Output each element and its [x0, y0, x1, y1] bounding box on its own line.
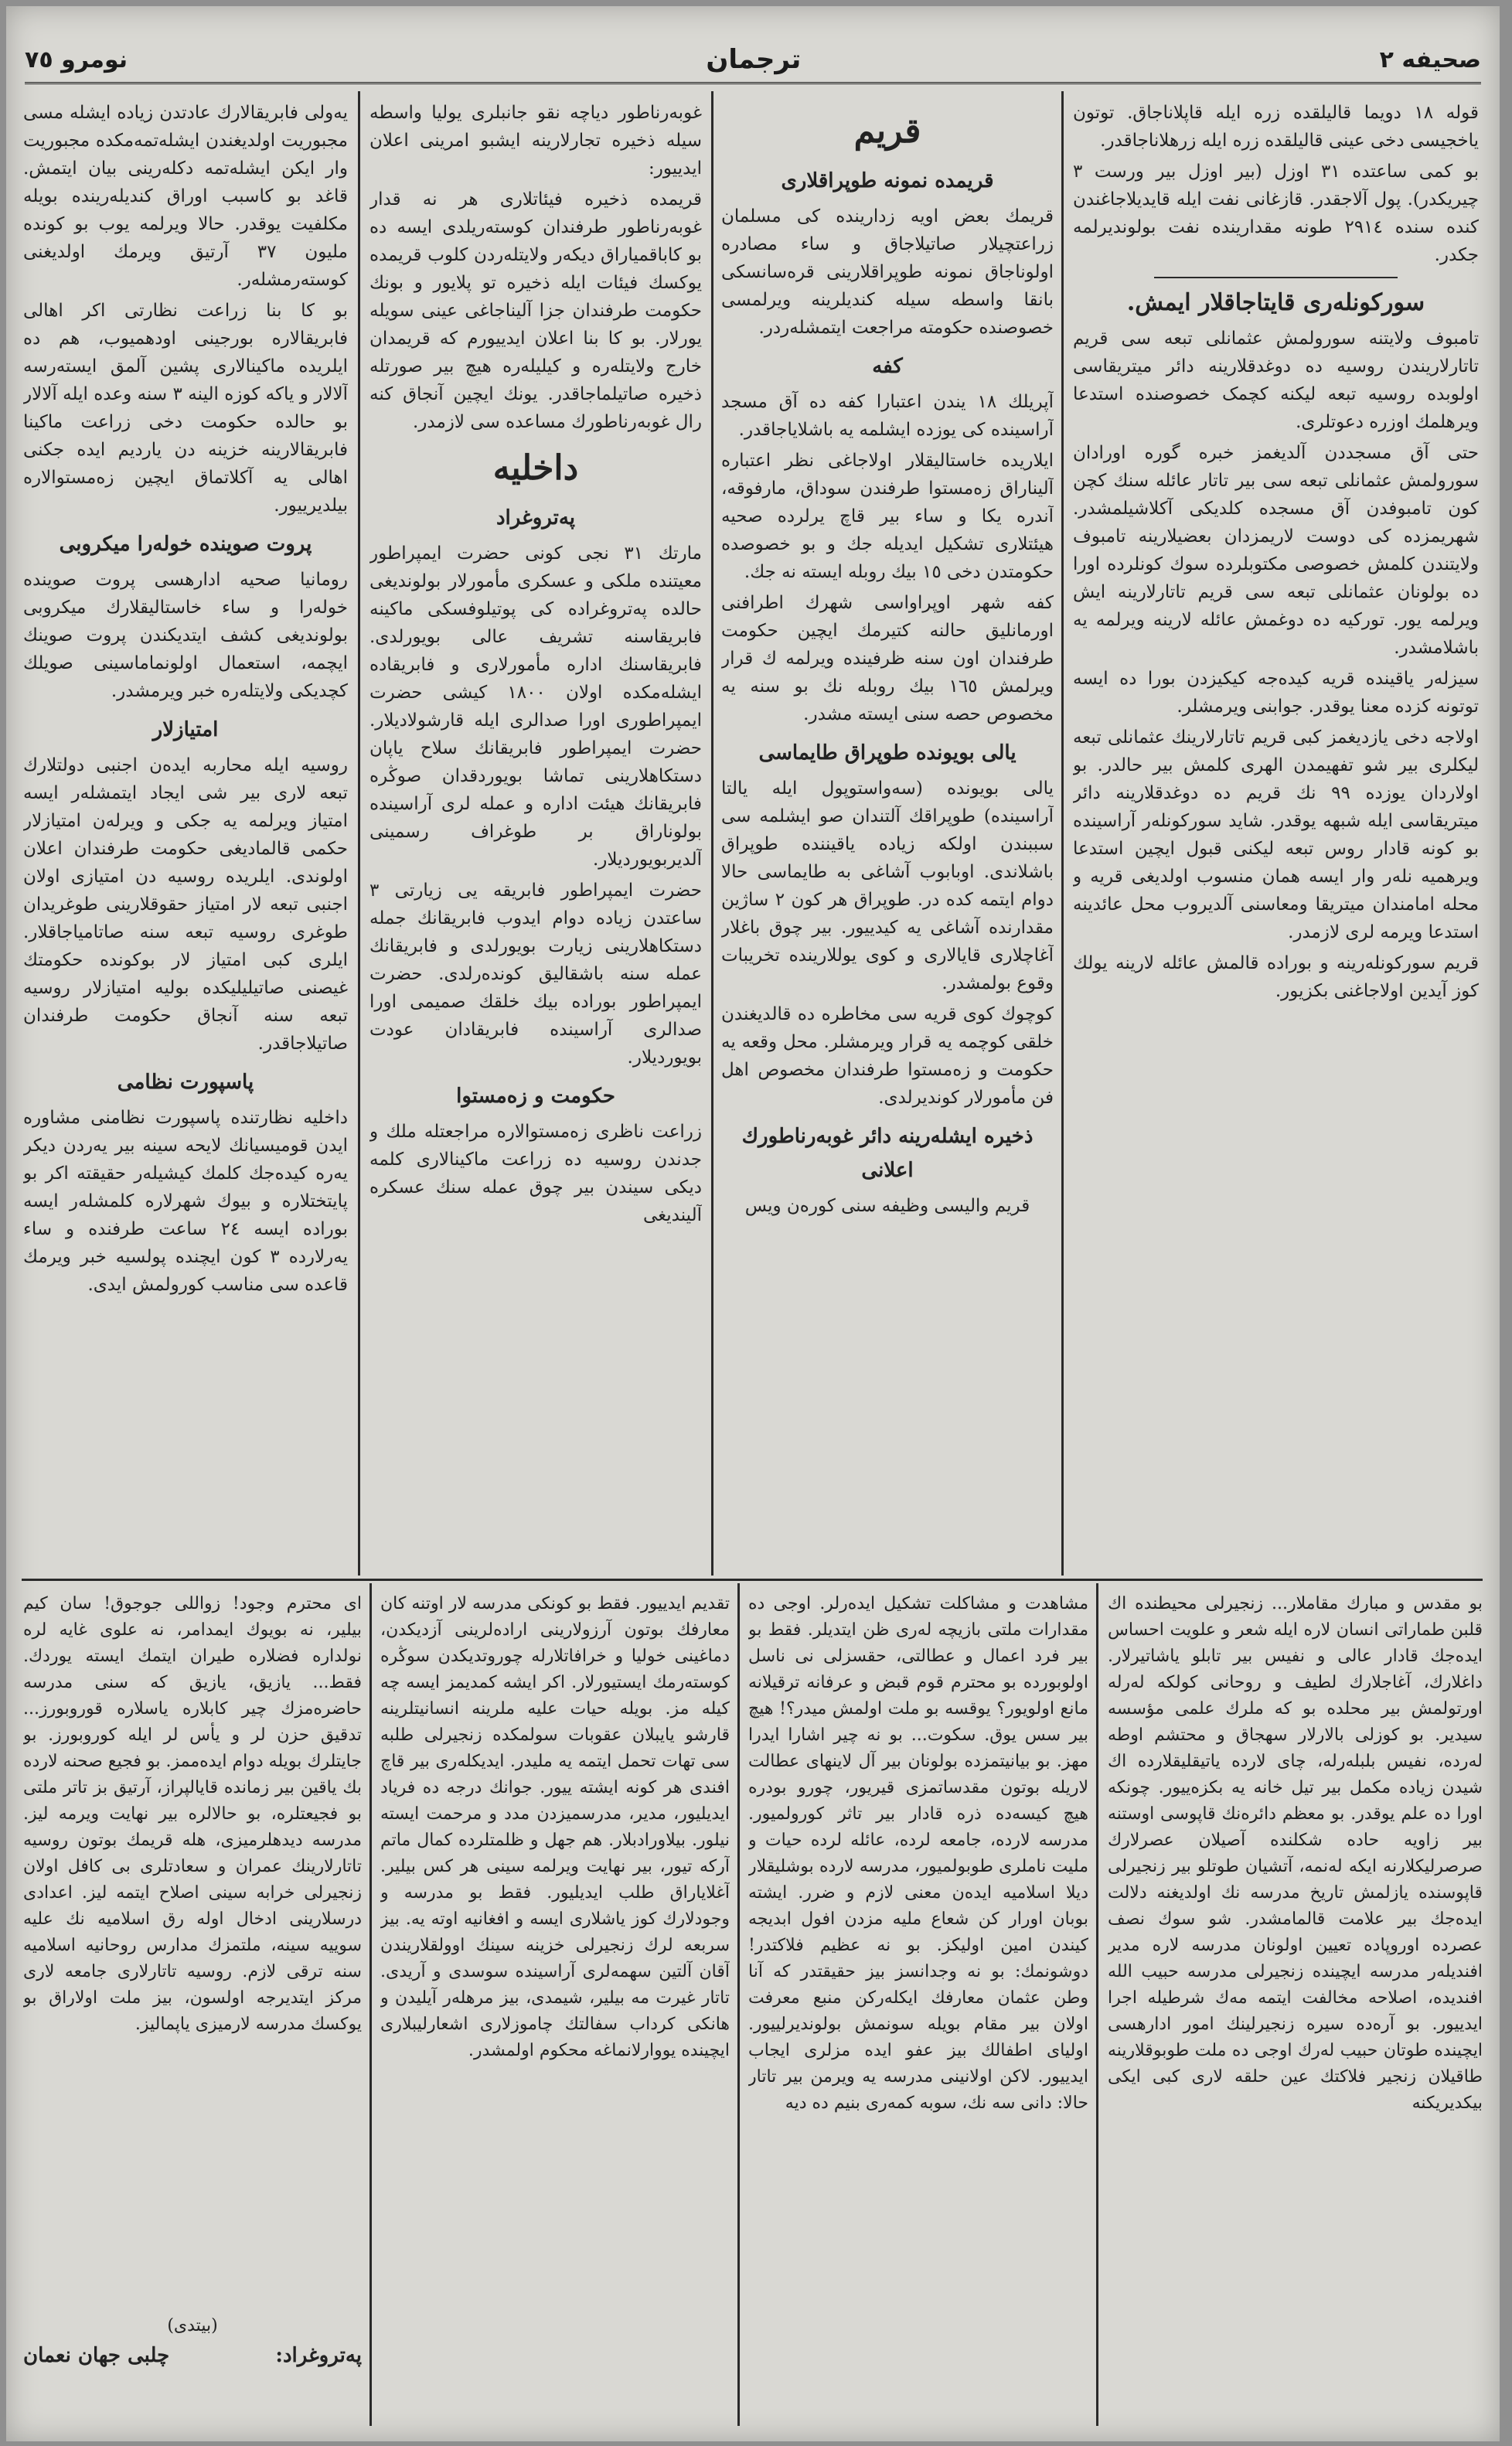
paragraph: کوچوك کوی قریه سی مخاطره ده قالدیغندن خلقی کوچمه یه قرار ویرمشلر. محل وقعه یه حکومت و زەمستوا طرفندان مخصوص اهل فن مأمورلار کوندیرلدی. [721, 1004, 1054, 1108]
column-1 [1073, 99, 1479, 1572]
column-rule [737, 1583, 740, 2426]
article-title: کفه [872, 355, 903, 378]
paragraph: قریمده ذخیره فیئاتلاری هر نه قدار غوبەرناطور طرفندان کوستەریلدی ایسه ده بو کاباقمیاراق دیکەر ولایتلەردن کلوب قریمده یوکسك فیئات ایله ذخیره تو پلایور و بونك حکومت طرفندان جزا آلیناجاغی عینی سویله یورلار. بو کا بنا اعلان ایدییورم که قریمدان خارج ولایتلەره و کیلیلەره هیچ بیر صورتله ذخیره صاتیلماجاقدر. یونك ایچین آنجاق کنه رال غوبەرناطورك مساعده سی لازمدر. [369, 189, 702, 432]
paragraph: بو کمی ساعتده ٣١ اوزل (بیر اوزل بیر ورست ٣ چیریکدر). پول آلاجقدر. قازغانی نفت ایله قایدیلاجاغندن کنده سنده ٢٩١٤ طونه مقدارینده نفت بولوندیرلمه جکدر. [1073, 162, 1479, 265]
paragraph: تقدیم ایدییور. فقط بو کونکی مدرسه لار اوتنه کان معارفك بوتون آرزولارینی ارادەلرینی آزدیکدن، دماغینی خولیا و خرافاتلارله چوروتدیکدن سوڭره کوستەرمك ایستیورلار. اکر ایشه کمدیمز ایسه چه کیله مز. بویله حیات علیه ملرینه انسانیتلرینه قارشو یایبلان عقوبات سولمکده زنجیرلی طلبه سی تهات تحمل ایتمه یه ملیدر. ایدیکلەری بیر قاچ افندی هر کونه ایشته ییور. جوانك درجه ده فریاد ایدیلیور، مدیر، مدرسمیزدن مدد و مرحمت ایسته نیلور. بیلاورادبلار. هم جهل و ظلمتلرده کمال ماتم آرکه تیور، بیر نهایت ویرلمه سینی هر کس بیلیر. آغلایاراق طلب ایدیلیور. فقط بو مدرسه و وجودلارك کوز یاشلاری ایسه و افغانیه اوته یه. بیز سربعه لرك زنجیرلی خزینه سینك اوولقلاریندن آقان آلتین سهمەلری آراسینده سوسدی و آریدی. تاتار غیرت مه بیلیر، شیمدی، بیز مرهلەر آیلیدن و هانکی کرداب سفالتك چاموزلاری اشعارلیبلاری ایچینده یووارلانماغه محکوم اولمشدر. [380, 1594, 730, 2060]
paragraph: بو کا بنا زراعت نظارتی اکر اهالی فابریقالاره بورجینی اودهمیوب، هم ده ایلریده ماکینالاری پشین آلمق ایستەرسه آلالار و یاکه کوزه الینه ٣ سنه وعده ایله آلالار بو حالده حکومت دخی زراعت ماکینا فابریقالارینه خزینه دن یاردیم ایده جکنی اهالی یه آکلاتماق ایچین زەمستوالاره بیلدیرییور. [23, 301, 348, 516]
section-divider [1154, 277, 1398, 278]
column-rule [1096, 1583, 1098, 2426]
paragraph: ای محترم وجود! زواللی جوجوق! سان کیم بیلیر، نه بویوك ایمدامر، نه علوی غایه لره نولداره فضلاره طیران ایتمك ایسته یوردك. فقط... یازیق، یازیق که سنی مدرسه حاضرەمزك چیر کابلاره یاسلاره قوروبورز... تدقیق حزن لر و یأس لر ایله کوروبورز. بو جایتلرك بویله دوام ایدەممز. بو فجیع صحنه لارده بك یاقین بیر زمانده قایالپراز، آرتیق بز تاتر ملتی بو فجیعتلره، بو حالالره بیر نهایت ویرمه لیز. مدرسه دیدهلرمیزی، هله قریمك بوتون روسیه تاتارلارینك عمران و سعادتلری بی کافل اولان زنجیرلی خرابه سینی اصلاح ایتمه لیز. اعدادی درسلارینی ادخال اوله رق اسلامیه نك علیه سوییه سینه، ملتمزك مدارس روحانیه اسلامیه سنه ترقی لازم. روسیه تاتارلاری جامعه لاری مرکز ایتدیرجه اولسون، بیز ملت اولاراق بو یوکسك مدرسه لارمیزی یاپمالیز. [23, 1594, 362, 2034]
horizontal-rule [22, 1579, 1483, 1581]
signature-line [23, 2342, 362, 2369]
masthead: ترجمان [706, 44, 802, 75]
column-rule [1061, 91, 1064, 1576]
article-title: پەتروغراد [495, 506, 576, 530]
paragraph: کفه شهر اوپراواسی شهرك اطرافنی اورمانلیق حالنه کتیرمك ایچین حکومت طرفندان اون سنه ظرفینده ویرلمه ك قرار ویرلمش ١٦٥ بیك روبله نك بو سنه یه مخصوص حصه سنی ایسته مشدر. [721, 593, 1054, 724]
paragraph: رومانیا صحیه ادارهسی پروت صوینده خولەرا و ساء خاستالیقلارك میکروبی بولوندیغی کشف ایتدیکندن پروت صوینك ایچمه، استعمال اولونماماسینی صویلك کچدیکی ولایتلەره خبر ویرمشدر. [23, 570, 348, 701]
paragraph: بو مقدس و مبارك مقاملار... زنجیرلی محیطنده اك قلبن طماراتی انسان لاره ایله شعر و علویت احساس ایدەجك قادار عالی و نفیس بیر تابلو یاشاتیرلار. داغلارك، آغاجلارك لطیف و روحانی کولکه لەرلە اورتولمش بیر محلده بو که ملرك علمی مؤسسه سیدیر. بو کوزلی بالارلار سهجاق و محتشم اوطه لەرده، نفیس بلبلەرله، چای لارده یاتیقلیقلارده اك شیدن زیاده مکمل بیر تیل خانه یه بکزەییور. چونکه اورا ده علم یوقدر. بو معظم دائرەنك قاپوسی اوستنه بیر زاویه حاده شکلنده آصیلان عصرلارك صرصرلیکلارنه ایکه لەنمه، آتشیان طوتلو بیر زنجیرلی قاپوسنده یازلمش تاریخ مدرسه نك اولدیغنه دلالت ایدەجك بیر علامت قالمامشدر. شو سوك نصف عصرده اوروپاده تعیین اولونان مدرسه لاره مدیر افندیلەر مدرسه ایچینده زنجیرلی مدرسه حبیب الله افندیده، اصلاحه مخالفت ایتمه مەك شرطیله اجرا ایدییور. بو آرەده سیره زنجیرلینك امور ادارهسی ایچینده طوتان حبیب لەرك اوجی ده ملت طوبوقلارینه طاقیلان زنجیر فلاکتك عین حلقه لاری کبی ایکی بیکدیریکنه [1108, 1594, 1483, 2113]
paragraph: اولاجه دخی یازدیغمز کبی قریم تاتارلارینك عثمانلی تبعه لیکلری بیر شو تفهیمدن الهری کلمش بیر حالدر. بو اولاردان یوزده ٩٩ نك قریم ده دوغدقلارینه دائر میتریقاسی ایله شبهه یوقدر. شاید سورکونلەر آراسینده بو کونه قادار روس تبعه لیکنی قبول ایچین استدعا ویرهمیه نلەر وار ایسه همان منسوب اولدیغی قریه و محله امامندان میتریقا ومعاسنی آلدیروب محل عائدینه استدعا ویرمه لری لازمدر. [1073, 727, 1479, 942]
paragraph: سیزلەر یاقینده قریه کیدەجه کیکیزدن بورا ده ایسه توتونه کزده معنا یوقدر. جوابنی ویرمشلر. [1073, 669, 1479, 717]
paragraph: مارتك ٣١ نجی کونی حضرت ایمپراطور معیتنده ملکی و عسکری مأمورلار بولوندیغی حالده پەتروغراده کی پوتیلوفسکی ماکینه فابریقاسنه تشریف عالی بویورلدی. فابریقاسنك اداره مأمورلاری و فابریقاده ایشلەمکده اولان ١٨٠٠ کیشی حضرت ایمپراطوری اورا صدالری ایله قارشولادیلار. حضرت ایمپراطور فابریقانك سلاح یاپان دستکاهلارینی تماشا بویوردقدان صوڭره فابریقانك هیئت اداره و عمله لری آراسینده بولوناراق بر طوغراف رسمینی آلدیربویوردیلار. [369, 543, 702, 870]
column-2 [721, 99, 1054, 1572]
section-title: قریم [853, 111, 921, 151]
article-title: یالی بویونده طوپراق طایماسی [758, 741, 1017, 765]
paragraph: آپریلك ١٨ یندن اعتبارا کفه ده آق مسجد آراسینده کی یوزده ایشلمه یه باشلایاجاقدر. [721, 392, 1054, 440]
paragraph: قریمك بعض اویه زدارینده کی مسلمان زراعتچیلار صاتیلاجاق و ساء مصادره اولوناجاق نمونه طوپراقلارینی قرەسانسکی بانقا واسطه سیله کندیلرینه ویرلمسی خصوصنده حکومته مراجعت ایتمشلەردر. [721, 206, 1054, 338]
paragraph: قریم سورکونلەرینه و بوراده قالمش عائله لارینه یولك کوز آیدین اولاجاغنی بکزیور. [1073, 953, 1479, 1001]
bottom-column-2 [748, 1591, 1088, 2426]
column-rule [369, 1583, 372, 2426]
paragraph: یەولی فابریقالارك عادتدن زیاده ایشلە مسی مجبوریت اولدیغندن ایشلەتمەمکده مجبوریت وار ایکن ایشلەتمه دکلەرینی بیان ایتمش. قاغد بو کاسبب اوراق کندیلەرینده بویله مکلفیت یوقدر. حالا ویرلمه یوب بو کونده ملیون ٣٧ آرتیق ویرمك اولدیغنی کوستەرمشلەر. [23, 103, 348, 290]
paragraph: داخلیه نظارتنده پاسپورت نظامنی مشاوره ایدن قومیسیانك لایحه سینه بیر یەردن دیکر یەره کیدەجك کلمك کیشیلەر حقیقته اکر بو پایتختلاره و بیوك شهرلاره کلمشلەر ایسه بوراده ایسه ٢٤ ساعت طرفنده و ساء یەرلارده ٣ کون ایچنده پولسیه خبر ویرمك قاعده سی مناسب کورولمش ایدی. [23, 1108, 348, 1295]
section-title: داخلیه [492, 448, 579, 488]
paragraph: حضرت ایمپراطور فابریقه یی زیارتی ٣ ساعتدن زیاده دوام ایدوب فابریقانك جمله دستکاهلارینی زیارت بویورلدی و فابریقانك عمله سنه باشقالیق کوندەرلدی. حضرت ایمپراطور بوراده بیك خلقك صمیمی اورا صدالری آراسینده فابریقادان عودت بویوردیلار. [369, 881, 702, 1068]
dateline: پەتروغراد: [275, 2344, 362, 2367]
article-title: پروت صوینده خولەرا میکروبی [59, 533, 312, 556]
paragraph: ایلاریده خاستالیقلار اولاجاغی نظر اعتباره آلیناراق زەمستوا طرفندن سوداق، مارفوقه، آندره یکا و ساء بیر قاچ یرلرده صحیه هیئتلاری تشکیل ایدیله جك و بو خصوصده حکومتدن دخی ١٥ بیك روبله ایسته نه جك. [721, 451, 1054, 582]
paragraph: حتی آق مسجددن آلدیغمز خبره گوره اورادان سورولمش عثمانلی تبعه سی بیر تاتار عائله سنك کچن کون تامبوفدن آق مسجده کلدیکی آکلاشیلمشدر. شهریمزده کی دوست لاریمزدان بعضیلارینه تامبوف ولایتندن کلمش خصوصی مکتوبلرده سوك کونلرده اورا ده بولونان عثمانلی تبعه سی قریم تاتارلارینه ایش ویرلمه یور. تورکیه ده دوغمش عائله لارینه ویرلمه یه باشلامشدر. [1073, 443, 1479, 658]
column-rule [358, 91, 360, 1576]
page-header [25, 37, 1481, 84]
article-title: سورکونلەری قایتاجاقلار ایمش. [1126, 289, 1425, 316]
article-title: پاسپورت نظامی [117, 1071, 254, 1094]
author-name: چلبی جهان نعمان [23, 2344, 170, 2367]
issue-number: نومرو ٧٥ [25, 46, 128, 73]
article-title: امتیازلار [152, 718, 219, 741]
paragraph: مشاهدت و مشاکلت تشکیل ایدەرلر. اوجی ده مقدارات ملتی بازیچه لەری ظن ایتدیلر. فقط بو بیر فرد اعمال و عطالتی، حقسزلی نی ناسل اولوبوردە بو محترم قوم قبض و عرفانه ترقیلانه مانع اولویور؟ یوقسه بو ملت اولمش میدر؟! هیچ بیر سس یوق. سکوت... بو نه چیر اشارا ایدرا مهز. بو بیانیتمزده بولونان بیر آل لاینهای عطالت لاریله بوتون مقدساتمزی قیریور، چورو بودرە هیچ کیسەده ذرە قادار بیر تاثر کورولمیور. مدرسه لارده، جامعه لرده، عائله لرده حیات و ملیت ناملری طوبولمیور، مدرسه لارده بوشلیقلار دیلا اسلامیه ایدەن معنی لازم و ضرر. ایشته بوبان اورار کن شعاع ملیه مزدن افول ابدیجه کیندن امین اولیکز. بو نه عظیم فلاکتدر! دوشونمك: بو نه وجدانسز بیز حقیقتدر که آنا وطن عثمان معارفك ایکلەرکن منبع معرفت اولان بیر مقام بویله سونمش بولوندیرلییور. اولیای اطفالك بیز عفو ایده مزلری ایجاب ایدییور. لاکن اولانینی مدرسه یه ویرمن بیر تاتار حالا: دانی سه نك، سوبه کمەری بنیم ده دیه [748, 1594, 1088, 2113]
bottom-column-4 [23, 1591, 362, 2426]
article-title: قریمده نمونه طوپراقلاری [781, 169, 994, 192]
column-4 [23, 99, 348, 1572]
paragraph: یالی بویونده (سەواستوپول ایله یالتا آراسینده) طوپراقك آلتندان صو ایشلمه سی سببندن اولکه زیاده یاقیننده طوپراق باشلاندی. اوبابوب آشاغی به طایماسی حالا دوام ایتمه کده در. طوپراق هر کون ٢ ساژین مقدارنده آشاغی یه کیدییور. بیر چوق باغلار آغاچلاری قایالاری و کوی یوللارینده تخریبات وقوع بولمشدر. [721, 778, 1054, 993]
bottom-column-1 [1108, 1591, 1483, 2426]
column-rule [711, 91, 713, 1576]
paragraph: غوبەرناطور دیاچه نقو جانبلری یولیا واسطه سیله ذخیره تجارلارینه ایشبو امرینی اعلان ایدییور: [369, 103, 702, 179]
paragraph: قریم والیسی وظیفه سنی کورەن ویس [744, 1196, 1030, 1216]
article-title: ذخیره ایشلەرینه دائر غوبەرناطورك اعلانی [741, 1125, 1034, 1182]
newspaper-page [6, 6, 1500, 2441]
paragraph: قوله ١٨ دویما قالیلقده زره ایله قاپلاناجاق. توتون یاخجیسی دخی عینی قالیلقده زره ایله زرهلاناجاقدر. [1073, 103, 1479, 151]
paragraph: تامبوف ولایتنه سورولمش عثمانلی تبعه سی قریم تاتارلاریندن روسیه ده دوغدقلارینه دائر میتریقاسی اولوبده روسیه تبعه لیکنه کچمک خصوصنده استدعا ویرهلمك اوزره دعوتلری. [1073, 329, 1479, 432]
paragraph: روسیه ایله محاربه ایدەن اجنبی دولتلارك تبعه لاری بیر شی ایجاد ایتمشلەر ایسه امتیاز ویرلمه یه جکی و ویرلەن امتیازلار حکمی قالمادیغی حکومت طرفندان اعلان اولوندی. ایلریده روسیه دن امتیازی اولان اجنبی تبعه لار امتیاز حقوقلارینی طوغریدان طوغری روسیه تبعه سنه صاتامیاجاقلار. ایلری کبی امتیاز لار بوکونده حکومتك غیصنی صاتیلیلیکده بولیه امتیازلار روسیه تبعه سنه آنجاق حکومت طرفندان صاتیلاجاقدر. [23, 755, 348, 1054]
paragraph: زراعت ناظری زەمستوالاره مراجعتله ملك و جدندن روسیه ده زراعت ماکینالاری کلمه دیکی سیندن بیر چوق عمله سنك عسکره آلیندیغی [369, 1122, 702, 1225]
bottom-column-3 [380, 1591, 730, 2426]
column-3 [369, 99, 702, 1572]
article-title: حکومت و زەمستوا [456, 1085, 615, 1108]
end-mark: (بیتدی) [167, 2316, 218, 2335]
page-number: صحيفه ٢ [1379, 46, 1481, 73]
